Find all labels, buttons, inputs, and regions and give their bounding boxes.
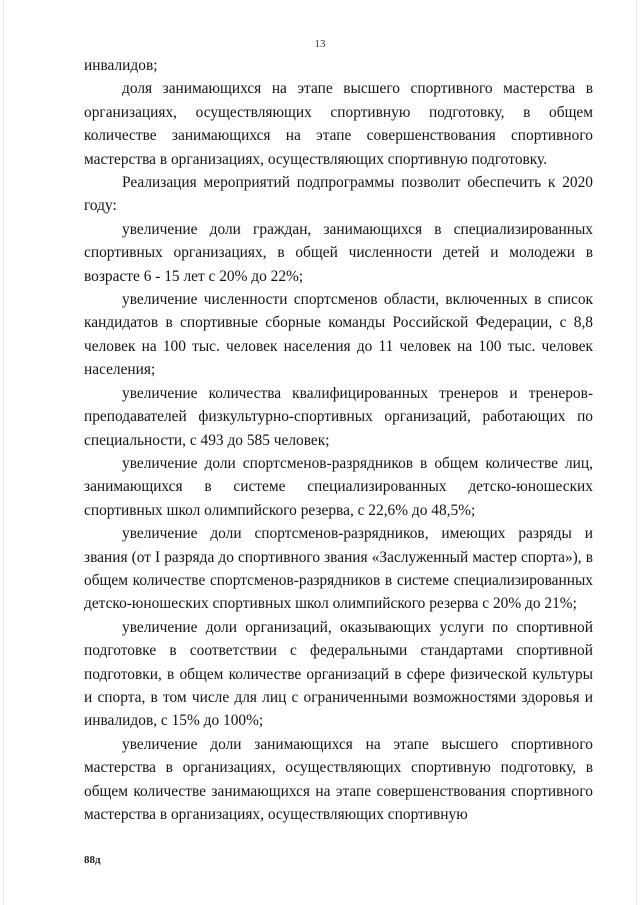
paragraph-continuation: инвалидов; — [84, 57, 158, 74]
scan-edge-right — [636, 0, 637, 905]
paragraph-result-titled-athletes: увеличение доли спортсменов-разрядников, имеющих разряды и звания (от I разряда до спортивного звания «Заслуженный мастер спорта»), в общем количестве спортсменов-разрядников в системе специализированных детско-юношеских спортивных школ олимпийского резерва с 20% до 21%; — [84, 525, 593, 613]
paragraph-results-intro: Реализация мероприятий подпрограммы позволит обеспечить к 2020 году: — [84, 174, 593, 215]
paragraph-result-ranked-athletes: увеличение доли спортсменов-разрядников в общем количестве лиц, занимающихся в системе специализированных детско-юношеских спортивных школ олимпийского резерва, с 22,6% до 48,5%; — [84, 454, 593, 519]
paragraph-result-high-mastery: увеличение доли занимающихся на этапе высшего спортивного мастерства в организациях, осуществляющих спортивную подготовку, в общем количестве занимающихся на этапе совершенствования спортивного мастерства в организациях, осуществляющих спортивную — [84, 735, 593, 823]
paragraph-result-specialized-orgs: увеличение доли граждан, занимающихся в специализированных спортивных организациях, в общей численности детей и молодежи в возрасте 6 - 15 лет с 20% до 22%; — [84, 220, 593, 285]
scan-edge-left — [3, 0, 4, 905]
document-body — [84, 54, 593, 826]
footer-code: 88д — [84, 854, 101, 866]
paragraph-result-federal-standards: увеличение доли организаций, оказывающих услуги по спортивной подготовке в соответствии с федеральными стандартами спортивной подготовки, в общем количестве организаций в сфере физической культуры и спорта, в том числе для лиц с ограниченными возможностями здоровья и инвалидов, с 15% до 100%; — [84, 618, 593, 730]
paragraph-result-national-candidates: увеличение численности спортсменов области, включенных в список кандидатов в спортивные сборные команды Российской Федерации, с 8,8 человек на 100 тыс. человек населения до 11 человек на 100 тыс. человек населения; — [84, 291, 593, 379]
page-number: 13 — [314, 38, 326, 50]
paragraph-result-coaches: увеличение количества квалифицированных тренеров и тренеров-преподавателей физкультурно-спортивных организаций, работающих по специальности, с 493 до 585 человек; — [84, 384, 593, 449]
paragraph-indicator-high-mastery: доля занимающихся на этапе высшего спортивного мастерства в организациях, осуществляющих спортивную подготовку, в общем количестве занимающихся на этапе совершенствования спортивного мастерства в организациях, осуществляющих спортивную подготовку. — [84, 80, 593, 168]
